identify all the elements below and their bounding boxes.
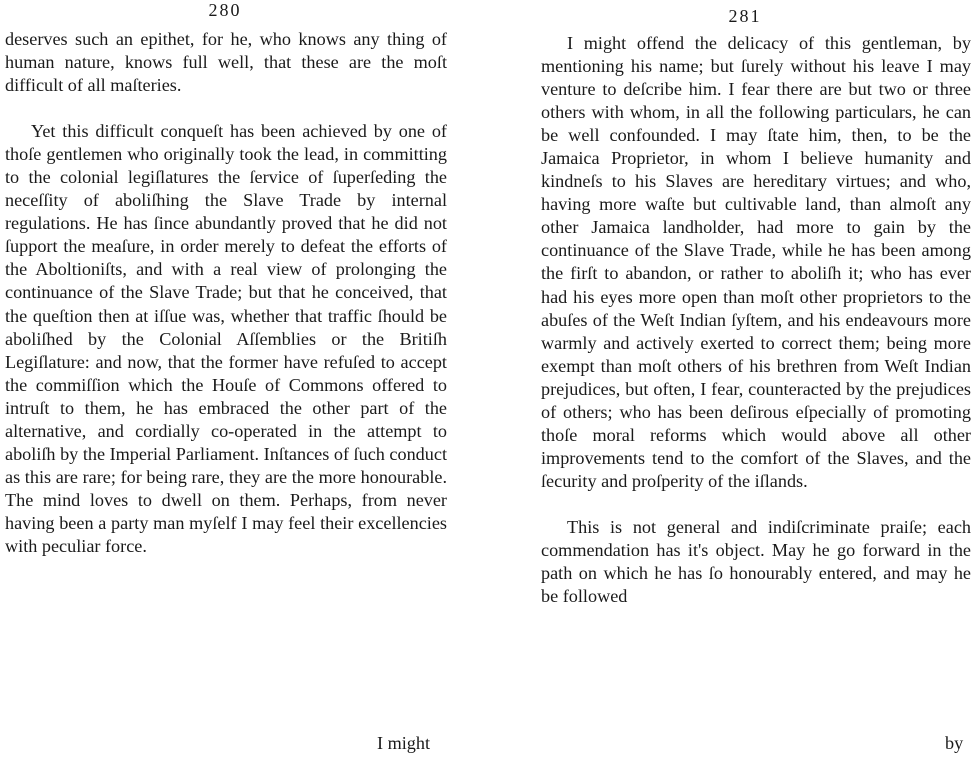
paragraph: I might offend the delicacy of this gentleman, by mentioning his name; but ſurely without his leave I may venture to deſcribe him. I fear there are but two or three others with whom, in all the following particulars, he can be well confounded. I may ſtate him, then, to be the Jamaica Proprietor, in whom I believe humanity and kindneſs to his Slaves are hereditary virtues; and who, having more waſte but cultivable land, than almoſt any other Jamaica landholder, had more to gain by the continuance of the Slave Trade, while he has been among the firſt to abandon, or rather to aboliſh it; who has ever had his eyes more open than moſt other proprietors to the abuſes of the Weſt Indian ſyſtem, and his endeavours more warmly and actively exerted to correct them; being more exempt than moſt others of his brethren from Weſt Indian prejudices, but often, I fear, counteracted by the prejudices of others; who has been deſirous eſpecially of promoting thoſe moral reforms which would above all other improvements tend to the comfort of the Slaves, and the ſecurity and proſperity of the iſlands.: [541, 33, 971, 491]
paragraph: Yet this difficult conqueſt has been achieved by one of thoſe gentlemen who originally took the lead, in committing to the colonial legiſlatures the ſervice of ſuperſeding the neceſſity of aboliſhing the Slave Trade by internal regulations. He has ſince abundantly proved that he did not ſupport the meaſure, in order merely to defeat the efforts of the Aboltioniſts, and with a real view of prolonging the continuance of the Slave Trade; but that he conceived, that the queſtion then at iſſue was, whether that traffic ſhould be aboliſhed by the Colonial Aſſemblies or the Britiſh Legiſlature: and now, that the former have refuſed to accept the commiſſion which the Houſe of Commons offered to intruſt to them, he has embraced the other part of the alternative, and cordially co-operated in the attempt to aboliſh by the Imperial Parliament. Inſtances of ſuch conduct as this are rare; for being rare, they are the more honourable. The mind loves to dwell on them. Perhaps, from never having been a party man myſelf I may feel their excellencies with peculiar force.: [5, 121, 447, 556]
page-number: 281: [728, 6, 762, 26]
paragraph: This is not general and indiſcriminate praiſe; each commendation has it's object. May he go forward in the path on which he has ſo honourably entered, and may he be followed: [541, 516, 971, 607]
left-page: [0, 0, 455, 763]
catchword: I might: [377, 733, 431, 753]
right-page: [535, 0, 980, 763]
paragraph: deserves such an epithet, for he, who knows any thing of human nature, knows full well, that these are the moſt difficult of all maſteries.: [5, 29, 447, 96]
page-body: [5, 28, 447, 558]
page-body: [541, 32, 971, 608]
catchword: by: [945, 733, 964, 753]
page-number: 280: [208, 0, 242, 20]
